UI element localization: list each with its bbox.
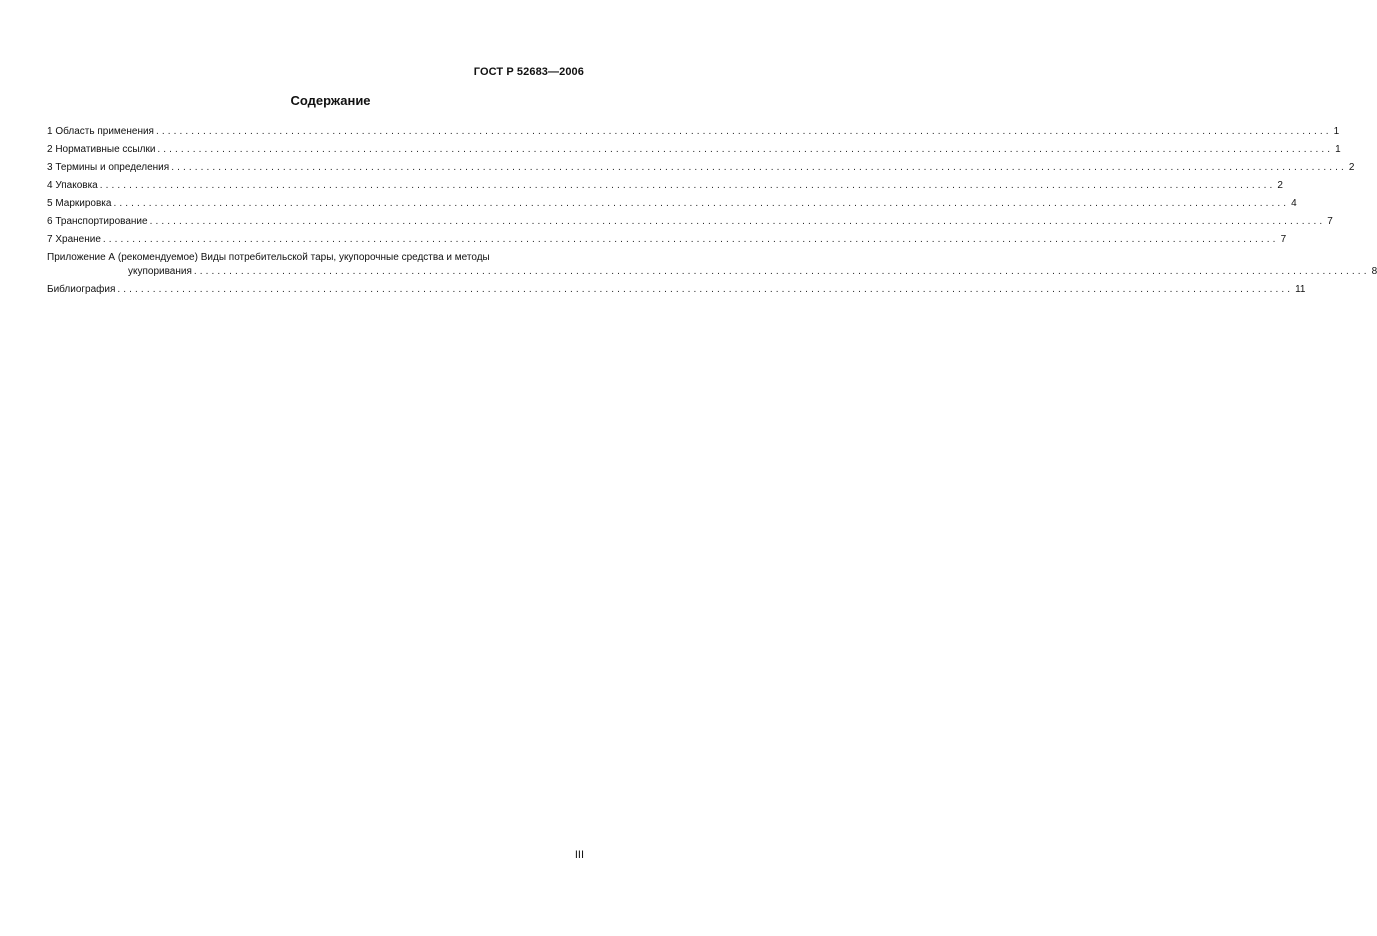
- leader-dots: ........................................................................................................................................................................................................: [117, 284, 1294, 295]
- leader-dots: ........................................................................................................................................................................................................: [113, 198, 1290, 209]
- toc-entry-label: 6 Транспортирование: [47, 216, 148, 227]
- toc-entry-appendix-a-line2[interactable]: [47, 266, 1377, 278]
- toc-entry-label: 3 Термины и определения: [47, 162, 170, 173]
- toc-entry-marking[interactable]: [47, 198, 1297, 210]
- leader-dots: ........................................................................................................................................................................................................: [157, 144, 1334, 155]
- toc-entry-label: 2 Нормативные ссылки: [47, 144, 156, 155]
- toc-entry-label: Приложение А (рекомендуемое) Виды потребительской тары, укупорочные средства и методы: [47, 252, 584, 264]
- toc-entry-storage[interactable]: [47, 234, 1287, 246]
- toc-entry-page: 4: [1291, 198, 1297, 209]
- leader-dots: ........................................................................................................................................................................................................: [193, 266, 1370, 277]
- toc-entry-bibliography[interactable]: [47, 284, 1306, 296]
- toc-entry-packaging[interactable]: [47, 180, 1283, 192]
- table-of-contents: [47, 126, 1377, 302]
- toc-entry-appendix-a-line1[interactable]: [47, 252, 584, 264]
- document-code: ГОСТ Р 52683—2006: [473, 66, 584, 78]
- leader-dots: ........................................................................................................................................................................................................: [171, 162, 1347, 173]
- toc-entry-page: 7: [1327, 216, 1333, 227]
- toc-entry-page: 7: [1280, 234, 1287, 245]
- toc-entry-label: 5 Маркировка: [47, 198, 112, 209]
- toc-entry-page: 1: [1333, 126, 1340, 137]
- toc-entry-normative-references[interactable]: [47, 144, 1341, 156]
- toc-entry-page: 1: [1335, 144, 1341, 155]
- toc-title: Содержание: [290, 93, 371, 108]
- toc-entry-transportation[interactable]: [47, 216, 1333, 228]
- toc-entry-page: 11: [1295, 284, 1306, 295]
- toc-entry-label: 1 Область применения: [47, 126, 154, 137]
- toc-entry-page: 2: [1277, 180, 1283, 191]
- page-number: III: [574, 849, 584, 861]
- toc-entry-label: укупоривания: [128, 266, 192, 277]
- toc-entry-page: 2: [1348, 162, 1355, 173]
- toc-entry-scope[interactable]: [47, 126, 1340, 138]
- toc-entry-terms[interactable]: [47, 162, 1355, 174]
- leader-dots: ........................................................................................................................................................................................................: [155, 126, 1332, 137]
- leader-dots: ........................................................................................................................................................................................................: [102, 234, 1279, 245]
- toc-entry-label: Библиография: [47, 284, 116, 295]
- toc-entry-page: 8: [1371, 266, 1377, 277]
- toc-entry-label: 7 Хранение: [47, 234, 101, 245]
- leader-dots: ........................................................................................................................................................................................................: [99, 180, 1276, 191]
- toc-entry-label: 4 Упаковка: [47, 180, 98, 191]
- leader-dots: ........................................................................................................................................................................................................: [149, 216, 1326, 227]
